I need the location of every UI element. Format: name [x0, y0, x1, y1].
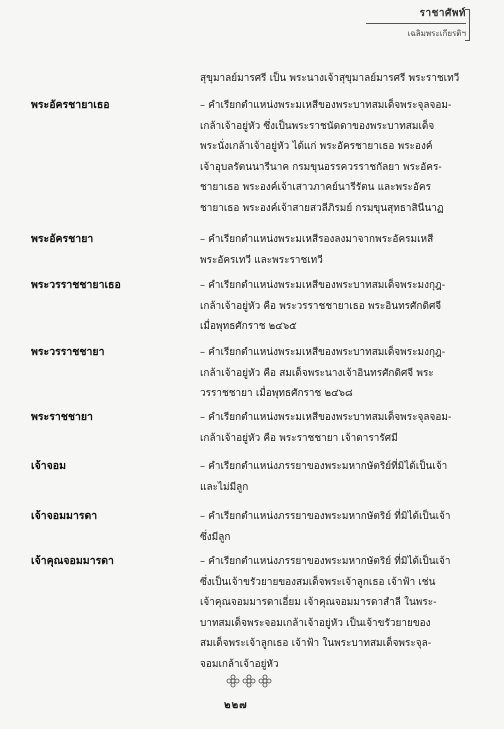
definition-line: เกล้าเจ้าอยู่หัว ซึ่งเป็นพระราชนัดดาของพระบาทสมเด็จ [200, 120, 435, 132]
entry-definition [200, 230, 470, 271]
definition-line: ซึ่งเป็นเจ้าขรัวยายของสมเด็จพระเจ้าลูกเธอ เจ้าฟ้า เช่น [200, 576, 436, 588]
entry-definition [200, 276, 470, 338]
entry-term: เจ้าจอมมารดา [31, 510, 98, 522]
definition-line: – คำเรียกตำแหน่งภรรยาของพระมหากษัตริย์ ที่มิได้เป็นเจ้า [200, 511, 451, 522]
definition-line: วรราชชายา เมื่อพุทธศักราช ๒๔๖๘ [200, 388, 353, 399]
entry-term: เจ้าคุณจอมมารดา [31, 555, 114, 567]
header-title: ราชาศัพท์ [419, 8, 466, 19]
definition-line: เกล้าเจ้าอยู่หัว คือ พระวรราชชายาเธอ พระอินทรศักดิศจี [200, 300, 442, 312]
definition-line: เกล้าเจ้าอยู่หัว คือ พระราชชายา เจ้าดารารัศมี [200, 432, 398, 444]
definition-line: พระอัครเทวี และพระราชเทวี [200, 254, 323, 266]
definition-line: บาทสมเด็จพระจอมเกล้าเจ้าอยู่หัว เป็นเจ้าขรัวยายของ [200, 617, 431, 629]
definition-line: เจ้าอุบลรัตนนารีนาค กรมขุนอรรควรราชกัลยา พระอัคร- [200, 161, 442, 173]
entry-definition [200, 96, 470, 219]
running-header [366, 6, 466, 44]
flower-icon [242, 674, 256, 688]
definition-line: – คำเรียกตำแหน่งพระมเหสีรองลงมาจากพระอัครมเหสี [200, 234, 434, 245]
definition-line: – คำเรียกตำแหน่งพระมเหสีของพระบาทสมเด็จพระมงกุฎ- [200, 347, 446, 358]
definition-line: เกล้าเจ้าอยู่หัว คือ สมเด็จพระนางเจ้าอินทรศักดิศจี พระ [200, 367, 434, 379]
definition-line: – คำเรียกตำแหน่งพระมเหสีของพระบาทสมเด็จพระจุลจอม- [200, 100, 452, 111]
entry-term: พระอัครชายาเธอ [31, 99, 110, 111]
entry-term: พระราชชายา [31, 411, 93, 423]
page-number: ๒๒๗ [224, 700, 248, 711]
definition-line: และไม่มีลูก [200, 481, 249, 493]
definition-line: – คำเรียกตำแหน่งภรรยาของพระมหากษัตริย์ ที่มิได้เป็นเจ้า [200, 556, 451, 567]
entry-definition [200, 457, 470, 498]
flower-ornament-icon [224, 674, 274, 688]
definition-line: จอมเกล้าเจ้าอยู่หัว [200, 658, 279, 670]
definition-line: เจ้าคุณจอมมารดาเอี่ยม เจ้าคุณจอมมารดาสำลี ในพระ- [200, 597, 437, 608]
definition-line: ซึ่งมีลูก [200, 531, 231, 543]
entry-term: เจ้าจอม [31, 460, 67, 472]
entry-term: พระอัครชายา [31, 233, 94, 245]
flower-icon [258, 674, 272, 688]
definition-line: สมเด็จพระเจ้าลูกเธอ เจ้าฟ้า ในพระบาทสมเด็จพระจุล- [200, 638, 432, 649]
entry-definition [200, 343, 470, 405]
entry-definition [200, 552, 470, 675]
header-rule [366, 23, 466, 24]
header-subtitle: เฉลิมพระเกียรติฯ [407, 29, 466, 38]
definition-line: – คำเรียกตำแหน่งพระมเหสีของพระบาทสมเด็จพระจุลจอม- [200, 412, 452, 423]
definition-line: – คำเรียกตำแหน่งพระมเหสีของพระบาทสมเด็จพระมงกุฎ- [200, 280, 446, 291]
entry-definition [200, 507, 470, 548]
definition-line: เมื่อพุทธศักราช ๒๔๖๕ [200, 321, 297, 332]
definition-line: – คำเรียกตำแหน่งภรรยาของพระมหากษัตริย์ที่มิได้เป็นเจ้า [200, 461, 448, 472]
header-bracket [465, 9, 470, 41]
definition-line: พระนั่งเกล้าเจ้าอยู่หัว ได้แก่ พระอัครชายาเธอ พระองค์ [200, 141, 433, 152]
entry-definition [200, 408, 470, 449]
definition-line: ชายาเธอ พระองค์เจ้าเสาวภาคย์นารีรัตน และพระอัคร [200, 182, 431, 193]
continued-definition-line: สุขุมาลย์มารศรี เป็น พระนางเจ้าสุขุมาลย์มารศรี พระราชเทวี [200, 73, 460, 84]
entry-term: พระวรราชชายา [31, 346, 105, 358]
flower-icon [226, 674, 240, 688]
definition-line: ชายาเธอ พระองค์เจ้าสายสวลีภิรมย์ กรมขุนสุทธาสินีนาฏ [200, 202, 444, 214]
entry-term: พระวรราชชายาเธอ [31, 279, 121, 291]
